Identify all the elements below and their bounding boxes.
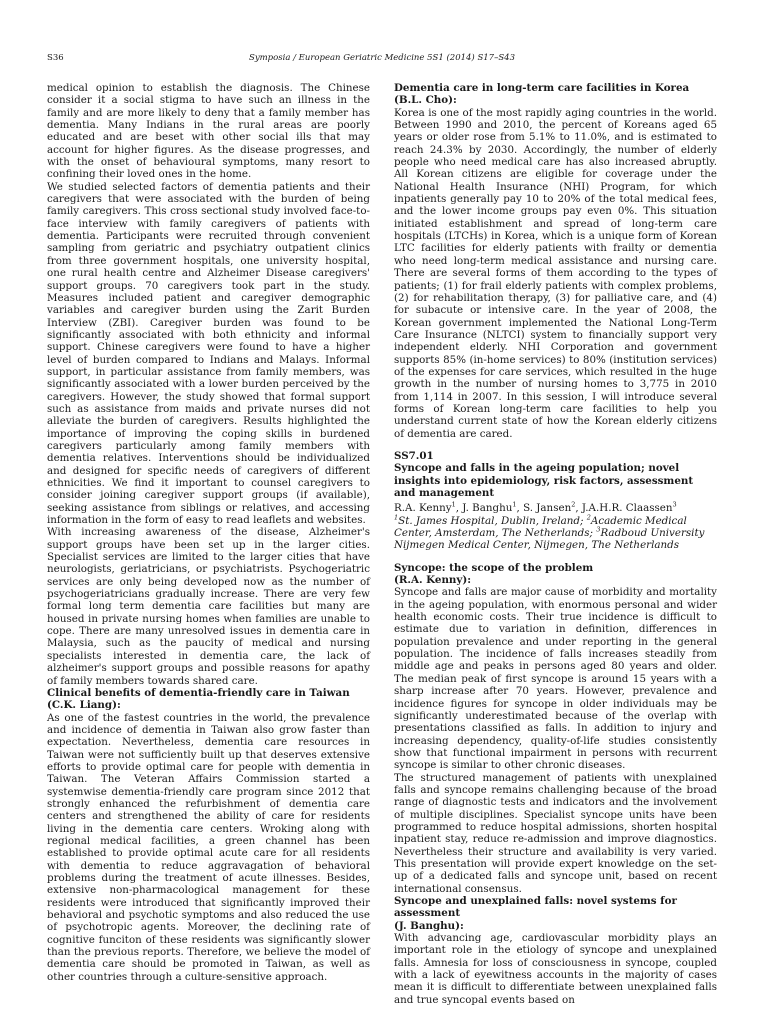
right-column: [394, 82, 717, 1006]
author-name: J.A.H.R. Claassen: [581, 502, 673, 515]
section-title: Syncope and unexplained falls: novel systems for assessment: [394, 895, 677, 920]
affiliation: Radboud University Nijmegen Medical Center, Nijmegen, The Netherlands: [394, 527, 705, 552]
author-list: R.A. Kenny$^1$, J. Banghu$^1$, S. Jansen$^2$, J.A.H.R. Claassen$^3$: [394, 500, 677, 515]
left-column: [47, 82, 370, 983]
section-title: Syncope: the scope of the problem: [394, 561, 594, 574]
author-name: J. Banghu: [462, 502, 513, 515]
author-name: S. Jansen: [523, 502, 572, 515]
affiliations: $^1$St. James Hospital, Dublin, Ireland; $^2$Academic Medical Center, Amsterdam, The Netherlands; $^3$Radboud University Nijmegen Medical Center, Nijmegen, The Netherlands: [394, 513, 705, 552]
abstract-code: SS7.01: [394, 449, 434, 462]
spacer: [394, 552, 717, 562]
paragraph: The structured management of patients with unexplained falls and syncope remains challenging because of the broad range of diagnostic tests and indicators and the involvement of multiple disciplines. Specialist syncope units have been programmed to reduce hospital admissions, shorten hospital inpatient stay, reduce re-admission and improve diagnostics. Nevertheless their structure and availability is very varied. This presentation will provide expert knowledge on the set-up of a dedicated falls and syncope unit, based on recent international consensus.: [394, 771, 717, 895]
section-author: (J. Banghu):: [394, 919, 464, 932]
section-author: (C.K. Liang):: [47, 699, 121, 712]
paragraph: We studied selected factors of dementia patients and their caregivers that were associated with the burden of being family caregivers. This cross sectional study involved face-to-face interview with family caregivers of patients with dementia. Participants were recruited through convenient sampling from geriatric and psychiatry outpatient clinics from three government hospitals, one university hospital, one rural health centre and Alzheimer Disease caregivers' support groups. 70 caregivers took part in the study. Measures included patient and caregiver demographic variables and caregiver burden using the Zarit Burden Interview (ZBI). Caregiver burden was found to be significantly associated with both ethnicity and informal support. Chinese caregivers were found to have a higher level of burden compared to Indians and Malays. Informal support, in particular assistance from family members, was significantly associated with a lower burden perceived by the caregivers. However, the study showed that formal support such as assistance from maids and private nurses did not alleviate the burden of caregivers. Results highlighted the importance of improving the coping skills in burdened caregivers particularly among family members with dementia relatives. Interventions should be individualized and designed for specific needs of caregivers of different ethnicities. We find it important to counsel caregivers to consider joining caregiver support groups (if available), seeking assistance from siblings or relatives, and accessing information in the form of easy to read leaflets and websites.: [47, 180, 370, 527]
affiliation: St. James Hospital, Dublin, Ireland;: [398, 514, 584, 527]
paragraph: With advancing age, cardiovascular morbidity plays an important role in the etiology of syncope and unexplained falls. Amnesia for loss of consciousness in syncope, coupled with a lack of eyewitness accounts in the majority of cases mean it is difficult to differentiate between unexplained falls and true syncopal events based on: [394, 932, 717, 1006]
paragraph: As one of the fastest countries in the world, the prevalence and incidence of dementia in Taiwan also grow faster than expectation. Nevertheless, dementia care resources in Taiwan were not sufficiently built up that deserves extensive efforts to provide optimal care for people with dementia in Taiwan. The Veteran Affairs Commission started a systemwise dementia-friendly care program since 2012 that strongly enhanced the refurbishment of dementia care centers and strengthened the ability of care for residents living in the dementia care centers. Wroking along with regional medical facilities, a green channel has been established to provide optimal acute care for all residents with dementia to reduce aggravagation of behavioral problems during the treatment of acute illnesses. Besides, extensive non-pharmacological management for these residents were introduced that significantly improved their behavioral and psychotic symptoms and also reduced the use of psychotropic agents. Moreover, the declining rate of cognitive funciton of these residents was significantly slower than the previous reports. Therefore, we believe the model of dementia care should be promoted in Taiwan, as well as other countries through a culture-sensitive approach.: [47, 711, 370, 983]
author-name: R.A. Kenny: [394, 502, 452, 515]
symposium-title: Syncope and falls in the ageing population; novel insights into epidemiology, risk factors, assessment and management: [394, 462, 694, 499]
paragraph: Korea is one of the most rapidly aging countries in the world. Between 1990 and 2010, the percent of Koreans aged 65 years or older rose from 5.1% to 11.0%, and is estimated to reach 24.3% by 2030. Accordingly, the number of elderly people who need medical care has also increased abruptly. All Korean citizens are eligible for coverage under the National Health Insurance (NHI) Program, for which inpatients generally pay 10 to 20% of the total medical fees, and the lower income groups pay even 0%. This situation initiated establishment and spread of long-term care hospitals (LTCHs) in Korea, which is a unique form of Korean LTC facilities for elderly patients with frailty or dementia who need long-term medical assistance and nursing care. There are several forms of them according to the types of patients; (1) for frail elderly patients with complex problems, (2) for rehabilitation therapy, (3) for palliative care, and (4) for subacute or intensive care. In the year of 2008, the Korean government implemented the National Long-Term Care Insurance (NLTCI) system to financially support very independent elderly. NHI Corporation and government supports 85% (in-home services) to 80% (institution services) of the expenses for care services, which resulted in the huge growth in the number of nursing homes to 3,775 in 2010 from 1,114 in 2007. In this session, I will introduce several forms of Korean long-term care facilities to help you understand current state of how the Korean elderly citizens of dementia are cared.: [394, 106, 717, 440]
paragraph: Syncope and falls are major cause of morbidity and mortality in the ageing population, with enormous personal and wider health economic costs. Their true incidence is difficult to estimate due to variation in definition, differences in population prevalence and under reporting in the general population. The incidence of falls increases steadily from middle age and peaks in persons aged 80 years and older. The median peak of first syncope is around 15 years with a sharp increase after 70 years. However, prevalence and incidence figures for syncope in older individuals may be significantly underestimated because of the overlap with presentations classified as falls. In addition to injury and increasing dependency, quality-of-life studies consistently show that functional impairment in persons with recurrent syncope is similar to other chronic diseases.: [394, 586, 717, 772]
affiliation: Academic Medical Center, Amsterdam, The Netherlands;: [394, 514, 687, 540]
section-title: Clinical benefits of dementia-friendly care in Taiwan: [47, 686, 350, 699]
section-author: (R.A. Kenny):: [394, 574, 472, 587]
section-title: Dementia care in long-term care facilities in Korea: [394, 82, 690, 94]
running-header: [47, 53, 717, 65]
paragraph: medical opinion to establish the diagnosis. The Chinese consider it a social stigma to have such an illness in the family and are more likely to deny that a family member has dementia. Many Indians in the rural areas are poorly educated and are beset with other social ills that may account for higher figures. As the disease progresses, and with the onset of behavioural symptoms, many resort to confining their loved ones in the home.: [47, 82, 370, 181]
paragraph: With increasing awareness of the disease, Alzheimer's support groups have been set up in the larger cities. Specialist services are limited to the larger cities that have neurologists, geriatricians, or psychiatrists. Psychogeriatric services are only being developed now as the number of psychogeriatricians gradually increase. There are very few formal long term dementia care facilities but many are housed in private nursing homes when families are unable to cope. There are many unresolved issues in dementia care in Malaysia, such as the paucity of medical and nursing specialists interested in dementia care, the lack of alzheimer's support groups and possible reasons for apathy of family members towards shared care.: [47, 526, 370, 687]
page-number: S36: [47, 53, 64, 63]
journal-citation: Symposia / European Geriatric Medicine 5S1 (2014) S17–S43: [249, 53, 515, 63]
section-author: (B.L. Cho):: [394, 94, 457, 107]
